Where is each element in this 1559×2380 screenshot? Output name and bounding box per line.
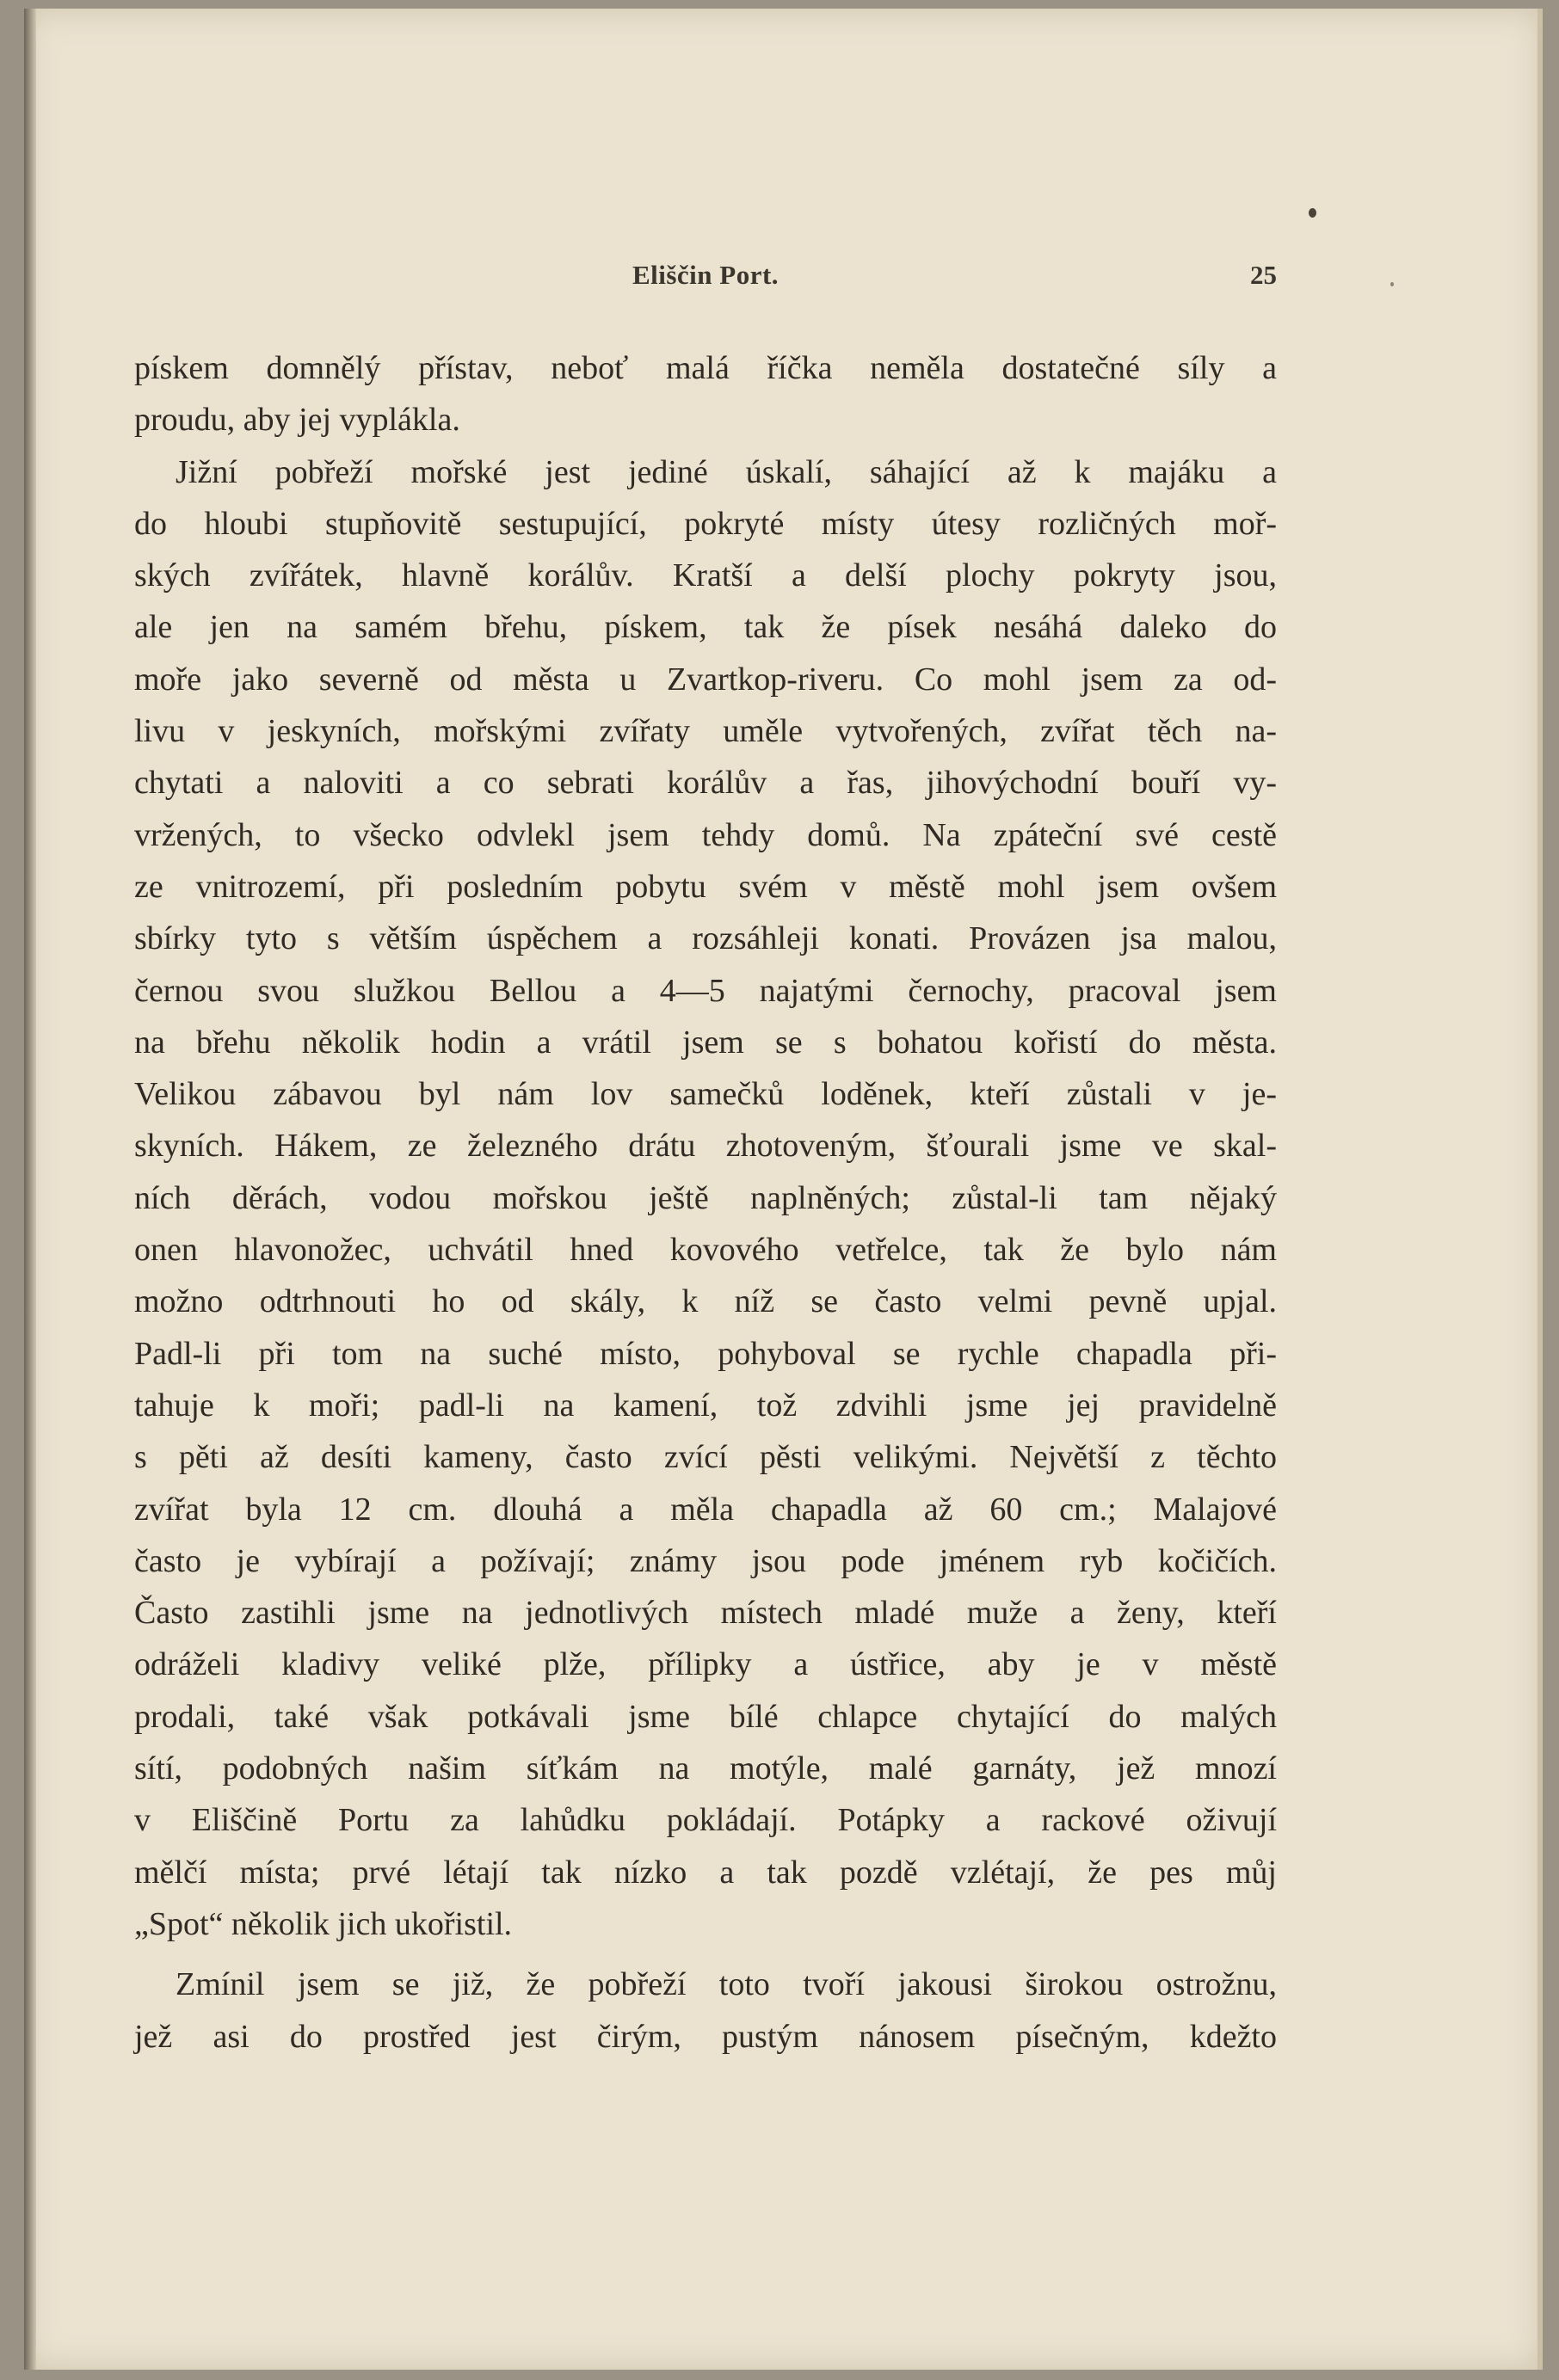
- text-line: jež asi do prostřed jest čirým, pustým nánosem písečným, kdežto: [134, 2018, 1277, 2055]
- text-line: pískem domnělý přístav, neboť malá říčka neměla dostatečné síly a: [134, 350, 1277, 386]
- text-line: moře jako severně od města u Zvartkop-riveru. Co mohl jsem za od-: [134, 661, 1277, 698]
- text-line: ze vnitrozemí, při posledním pobytu svém v městě mohl jsem ovšem: [134, 868, 1277, 905]
- text-line: Zmínil jsem se již, že pobřeží toto tvoří jakousi širokou ostrožnu,: [176, 1966, 1277, 2003]
- running-title: Eliščin Port.: [632, 260, 780, 290]
- text-line: zvířat byla 12 cm. dlouhá a měla chapadla až 60 cm.; Malajové: [134, 1491, 1277, 1528]
- text-line: Velikou zábavou byl nám lov samečků loděnek, kteří zůstali v je-: [134, 1076, 1277, 1113]
- text-line: ních děrách, vodou mořskou ještě naplněných; zůstal-li tam nějaký: [134, 1179, 1277, 1216]
- body-text: [134, 342, 1277, 2063]
- text-line: prodali, také však potkávali jsme bílé chlapce chytající do malých: [134, 1698, 1277, 1735]
- text-line: s pěti až desíti kameny, často zvící pěsti velikými. Největší z těchto: [134, 1439, 1277, 1476]
- text-line: Jižní pobřeží mořské jest jediné úskalí, sáhající až k majáku a: [176, 453, 1277, 490]
- text-line: černou svou služkou Bellou a 4—5 najatými černochy, pracoval jsem: [134, 972, 1277, 1009]
- ink-spot-mark: [1309, 208, 1316, 218]
- text-line: ských zvířátek, hlavně korálův. Kratší a delší plochy pokryty jsou,: [134, 557, 1277, 594]
- book-page: [24, 9, 1543, 2370]
- text-line: vržených, to všecko odvlekl jsem tehdy domů. Na zpáteční své cestě: [134, 816, 1277, 853]
- text-line: ale jen na samém břehu, pískem, tak že písek nesáhá daleko do: [134, 609, 1277, 646]
- page-edge: [1537, 9, 1543, 2370]
- text-line: skyních. Hákem, ze železného drátu zhotoveným, šťourali jsme ve skal-: [134, 1128, 1277, 1165]
- ink-dot-mark: [1390, 282, 1394, 286]
- text-line: často je vybírají a požívají; známy jsou pode jménem ryb kočičích.: [134, 1542, 1277, 1579]
- text-line: proudu, aby jej vyplákla.: [134, 402, 460, 439]
- text-line: chytati a naloviti a co sebrati korálův a řas, jihovýchodní bouří vy-: [134, 765, 1277, 802]
- text-line: do hloubi stupňovitě sestupující, pokryté místy útesy rozličných moř-: [134, 505, 1277, 542]
- book-spine-shadow: [24, 9, 36, 2370]
- running-header: [134, 260, 1277, 294]
- text-line: Padl-li při tom na suché místo, pohyboval se rychle chapadla při-: [134, 1335, 1277, 1372]
- text-line: sbírky tyto s větším úspěchem a rozsáhleji konati. Provázen jsa malou,: [134, 920, 1277, 957]
- text-line: sítí, podobných našim síťkám na motýle, malé garnáty, jež mnozí: [134, 1750, 1277, 1787]
- page-number: 25: [1250, 260, 1277, 290]
- text-line: v Eliščině Portu za lahůdku pokládají. Potápky a rackové oživují: [134, 1802, 1277, 1839]
- text-line: „Spot“ několik jich ukořistil.: [134, 1905, 513, 1942]
- text-line: tahuje k moři; padl-li na kamení, tož zdvihli jsme jej pravidelně: [134, 1387, 1277, 1424]
- text-line: Často zastihli jsme na jednotlivých místech mladé muže a ženy, kteří: [134, 1595, 1277, 1632]
- text-line: mělčí místa; prvé létají tak nízko a tak pozdě vzlétají, že pes můj: [134, 1854, 1277, 1891]
- text-line: možno odtrhnouti ho od skály, k níž se často velmi pevně upjal.: [134, 1283, 1277, 1320]
- text-line: odráželi kladivy veliké plže, přílipky a ústřice, aby je v městě: [134, 1646, 1277, 1683]
- text-line: onen hlavonožec, uchvátil hned kovového vetřelce, tak že bylo nám: [134, 1232, 1277, 1269]
- text-line: na břehu několik hodin a vrátil jsem se s bohatou kořistí do města.: [134, 1024, 1277, 1061]
- text-line: livu v jeskyních, mořskými zvířaty uměle vytvořených, zvířat těch na-: [134, 713, 1277, 750]
